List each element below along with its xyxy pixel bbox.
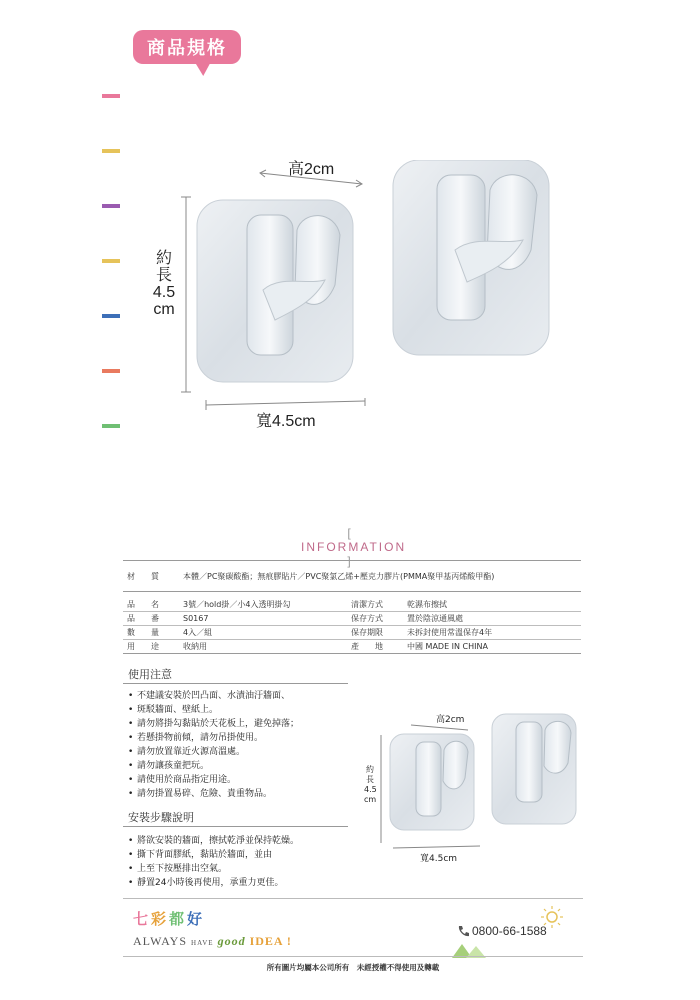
small-length-arrow [378,735,384,843]
color-dash [102,259,120,263]
heading-text: INFORMATION [301,540,407,554]
table-row [123,626,581,640]
brand-slogan [133,934,292,949]
spec-value: 收納用 [179,640,347,654]
footer-divider-bottom [123,956,583,957]
table-row [123,592,581,612]
brand-char: 彩 [151,910,170,928]
install-list [128,834,368,890]
usage-item: • 不建議安裝於凹凸面、水漬油汙牆面、 [128,689,368,703]
spec-value: 乾濕布擦拭 [403,592,581,612]
spec-label: 數 量 [123,626,179,640]
height-label: 高2cm [288,161,335,178]
usage-item-cont [128,731,368,745]
spec-value: 未拆封使用常溫保存4年 [403,626,581,640]
usage-title: 使用注意 [128,668,172,681]
brand-char: 好 [187,910,206,928]
usage-item: • 請勿放置靠近火源高溫處。 [128,745,368,759]
material-label: 材 質 [123,561,179,592]
spec-label: 保存方式 [347,612,403,626]
spec-value: S0167 [179,612,347,626]
length-char: 4.5 [364,785,377,794]
brand-char: 都 [169,910,188,928]
length-char: 4.5 [152,284,176,301]
phone-number: 0800-66-1588 [472,924,547,938]
color-dash [102,204,120,208]
spec-value: 中國 MADE IN CHINA [403,640,581,654]
spec-label: 產 地 [347,640,403,654]
material-value: 本體／PC聚碳酸酯；無痕膠貼片／PVC聚氯乙烯+壓克力膠片(PMMA聚甲基丙烯酸甲酯) [179,561,581,592]
brand-char: 七 [133,910,152,928]
table-row [123,640,581,654]
usage-item: • 請勿讓孩童把玩。 [128,759,368,773]
small-length-label [364,765,376,805]
usage-divider [123,683,348,684]
usage-item: • 請勿將掛勾黏貼於天花板上，避免掉落； [128,717,368,731]
color-dash [102,314,120,318]
hook-right [393,160,549,355]
install-item-cont [128,862,368,876]
color-dash [102,424,120,428]
slogan-word: good [217,934,246,948]
usage-item-text: 若懸掛物前傾，請勿吊掛使用。 [137,733,264,743]
small-height-label: 高2cm [436,715,465,725]
length-char: 長 [366,775,374,784]
usage-item: • 請使用於商品指定用途。 [128,773,368,787]
spec-value: 3號／hold掛／小4入透明掛勾 [179,592,347,612]
usage-item-text: 斑駁牆面、壁紙上。 [137,705,219,715]
install-divider [123,826,348,827]
spec-value: 4入／組 [179,626,347,640]
spec-label: 品 番 [123,612,179,626]
hook-left-small [390,734,474,830]
table-row [123,561,581,592]
length-char: 約 [366,765,374,774]
small-width-label: 寬4.5cm [420,854,458,864]
install-item: • 將欲安裝的牆面，擦拭乾淨並保持乾燥。 [128,834,368,848]
spec-value: 置於陰涼通風處 [403,612,581,626]
color-dash [102,149,120,153]
spec-label: 保存期限 [347,626,403,640]
hook-left [197,200,353,382]
install-title: 安裝步驟說明 [128,811,194,824]
install-item-text: 上至下按壓排出空氣。 [137,864,228,874]
install-item: • 撕下背面膠紙，黏貼於牆面，並由 [128,848,368,862]
spec-label: 用 途 [123,640,179,654]
length-char: 約 [155,250,172,267]
length-char: 長 [155,267,172,284]
spec-table [123,560,581,654]
slogan-word: HAVE [191,939,214,947]
brand-name-cn [133,908,205,929]
length-char: cm [364,795,377,804]
spec-label: 清潔方式 [347,592,403,612]
phone-icon [456,924,470,938]
color-dash [102,94,120,98]
height-arrow [258,168,366,188]
usage-item-cont [128,703,368,717]
title-bubble-tail [195,62,213,76]
length-char: cm [153,301,175,318]
hook-right-small [492,714,576,824]
usage-item: • 請勿掛置易碎、危險、貴重物品。 [128,787,368,801]
spec-label: 品 名 [123,592,179,612]
footer-divider-top [123,898,583,899]
small-height-arrow [410,722,470,732]
copyright-text: 所有圖片均屬本公司所有 未經授權不得使用及轉載 [266,963,440,972]
length-arrow [180,196,192,394]
install-item: • 靜置24小時後再使用，承重力更佳。 [128,876,368,890]
usage-list [128,689,368,801]
heading-bracket-right: ] [347,554,353,568]
heading-bracket-left: [ [347,526,353,540]
hook-product-image [185,160,565,420]
page-title: 商品規格 [133,30,241,64]
slogan-word: IDEA ! [249,934,292,948]
color-dash [102,369,120,373]
width-label: 寬4.5cm [256,413,316,430]
length-label [152,250,176,318]
slogan-word: ALWAYS [133,934,188,948]
table-row [123,612,581,626]
